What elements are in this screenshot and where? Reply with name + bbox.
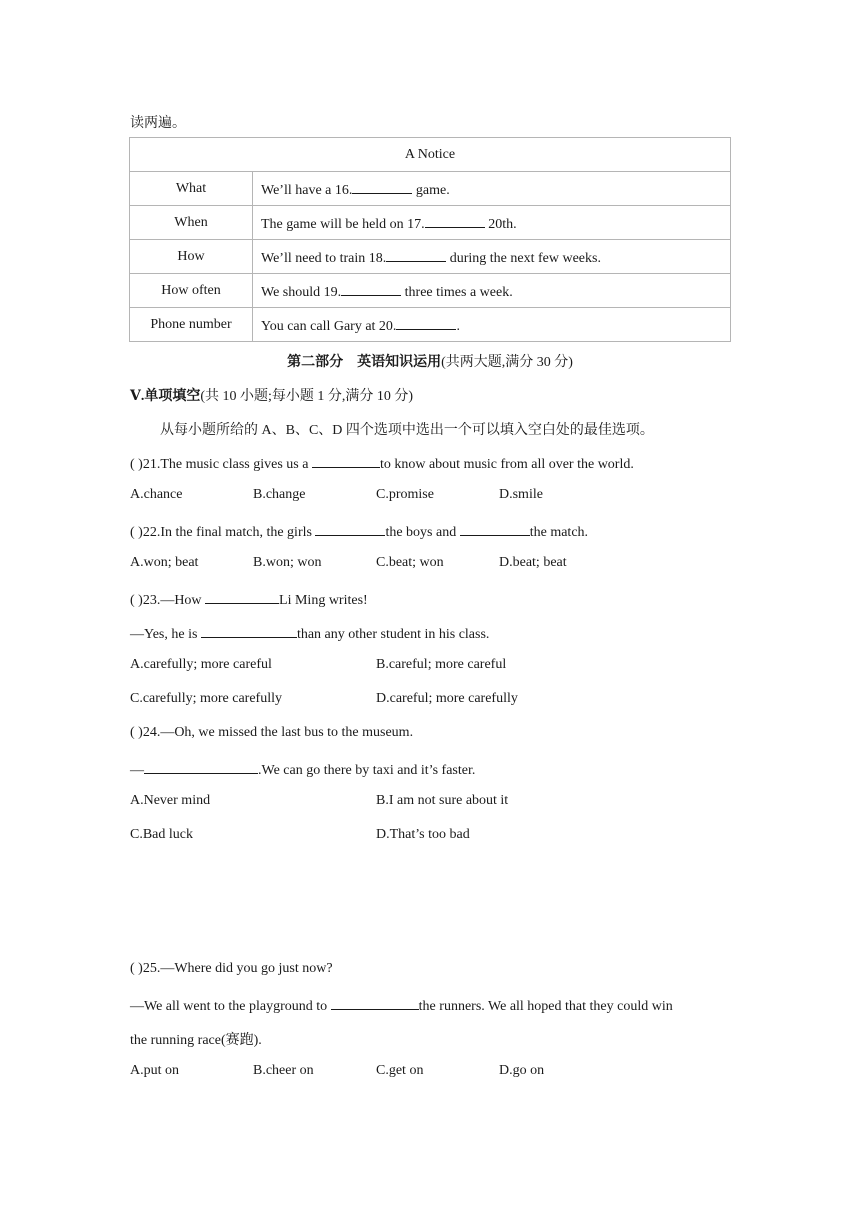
option-b[interactable]: B.change: [253, 487, 306, 502]
answer-blank[interactable]: [315, 521, 385, 536]
notice-table: [129, 137, 731, 342]
section-heading: [130, 385, 413, 405]
answer-blank[interactable]: [312, 453, 380, 468]
notice-title-row: [130, 138, 731, 172]
question-23-reply: [130, 623, 489, 643]
row-label: How: [130, 240, 253, 274]
value-text: You can call Gary at 20.: [261, 318, 397, 334]
value-text: We should 19.: [261, 284, 342, 300]
answer-blank-20[interactable]: [396, 315, 456, 330]
question-text: Li Ming writes!: [279, 593, 368, 608]
question-25: ( )25.—Where did you go just now?: [130, 961, 333, 976]
option-a[interactable]: A.Never mind: [130, 793, 211, 808]
option-b[interactable]: B.cheer on: [253, 1063, 314, 1078]
answer-blank-19[interactable]: [341, 281, 401, 296]
question-text: ( )22.In the final match, the girls: [130, 525, 316, 540]
part-heading-bold: 第二部分 英语知识运用: [287, 355, 442, 370]
row-value: [253, 308, 731, 342]
answer-blank[interactable]: [205, 589, 279, 604]
option-c[interactable]: C.carefully; more carefully: [130, 691, 282, 706]
value-text: We’ll have a 16.: [261, 182, 353, 198]
value-text: We’ll need to train 18.: [261, 250, 387, 266]
option-b[interactable]: B.I am not sure about it: [376, 793, 509, 808]
option-d[interactable]: D.careful; more carefully: [376, 691, 518, 706]
value-text: three times a week.: [401, 284, 513, 300]
row-value: [253, 172, 731, 206]
option-c[interactable]: C.Bad luck: [130, 827, 193, 842]
option-b[interactable]: B.careful; more careful: [376, 657, 507, 672]
row-label: Phone number: [130, 308, 253, 342]
value-text: game.: [412, 182, 450, 198]
question-text: to know about music from all over the world.: [379, 457, 634, 472]
option-c[interactable]: C.promise: [376, 487, 434, 502]
row-label: How often: [130, 274, 253, 308]
question-text: —Yes, he is: [130, 627, 201, 642]
table-row: [130, 206, 731, 240]
answer-blank[interactable]: [201, 623, 297, 638]
answer-blank-18[interactable]: [386, 247, 446, 262]
value-text: during the next few weeks.: [446, 250, 601, 266]
option-c[interactable]: C.beat; won: [376, 555, 444, 570]
answer-blank-16[interactable]: [352, 179, 412, 194]
row-value: [253, 240, 731, 274]
option-d[interactable]: D.beat; beat: [499, 555, 567, 570]
instruction-text: 从每小题所给的 A、B、C、D 四个选项中选出一个可以填入空白处的最佳选项。: [160, 423, 654, 438]
question-text: the runners. We all hoped that they could win: [418, 999, 673, 1014]
intro-text: 读两遍。: [130, 116, 186, 131]
table-row: [130, 240, 731, 274]
option-a[interactable]: A.carefully; more careful: [130, 657, 272, 672]
row-label: What: [130, 172, 253, 206]
option-d[interactable]: D.That’s too bad: [376, 827, 470, 842]
part-heading-rest: (共两大题,满分 30 分): [441, 355, 573, 370]
option-d[interactable]: D.go on: [499, 1063, 545, 1078]
answer-blank-17[interactable]: [425, 213, 485, 228]
answer-blank[interactable]: [144, 759, 258, 774]
row-label: When: [130, 206, 253, 240]
row-value: [253, 206, 731, 240]
part-heading: [0, 351, 860, 371]
question-25-continued: the running race(赛跑).: [130, 1033, 262, 1048]
question-25-reply: [130, 995, 673, 1015]
question-text: the boys and: [385, 525, 460, 540]
question-text: the match.: [529, 525, 589, 540]
question-22: [130, 521, 588, 541]
option-b[interactable]: B.won; won: [253, 555, 322, 570]
section-heading-rest: (共 10 小题;每小题 1 分,满分 10 分): [200, 389, 414, 404]
option-c[interactable]: C.get on: [376, 1063, 424, 1078]
question-text: —We all went to the playground to: [130, 999, 331, 1014]
table-row: [130, 172, 731, 206]
answer-blank[interactable]: [331, 995, 419, 1010]
option-a[interactable]: A.chance: [130, 487, 183, 502]
question-text: —: [130, 763, 144, 778]
notice-title: A Notice: [130, 138, 731, 172]
question-text: ( )21.The music class gives us a: [130, 457, 312, 472]
option-d[interactable]: D.smile: [499, 487, 543, 502]
question-text: .We can go there by taxi and it’s faster.: [258, 763, 476, 778]
option-a[interactable]: A.put on: [130, 1063, 179, 1078]
value-text: 20th.: [484, 216, 517, 232]
question-text: ( )23.—How: [130, 593, 206, 608]
question-24: ( )24.—Oh, we missed the last bus to the museum.: [130, 725, 414, 740]
table-row: [130, 274, 731, 308]
answer-blank[interactable]: [460, 521, 530, 536]
value-text: .: [456, 318, 460, 334]
question-24-reply: [130, 759, 475, 779]
option-a[interactable]: A.won; beat: [130, 555, 199, 570]
value-text: The game will be held on 17.: [261, 216, 425, 232]
row-value: [253, 274, 731, 308]
question-21: [130, 453, 634, 473]
question-text: than any other student in his class.: [296, 627, 490, 642]
section-heading-bold: Ⅴ.单项填空: [130, 389, 201, 404]
table-row: [130, 308, 731, 342]
question-23: [130, 589, 368, 609]
